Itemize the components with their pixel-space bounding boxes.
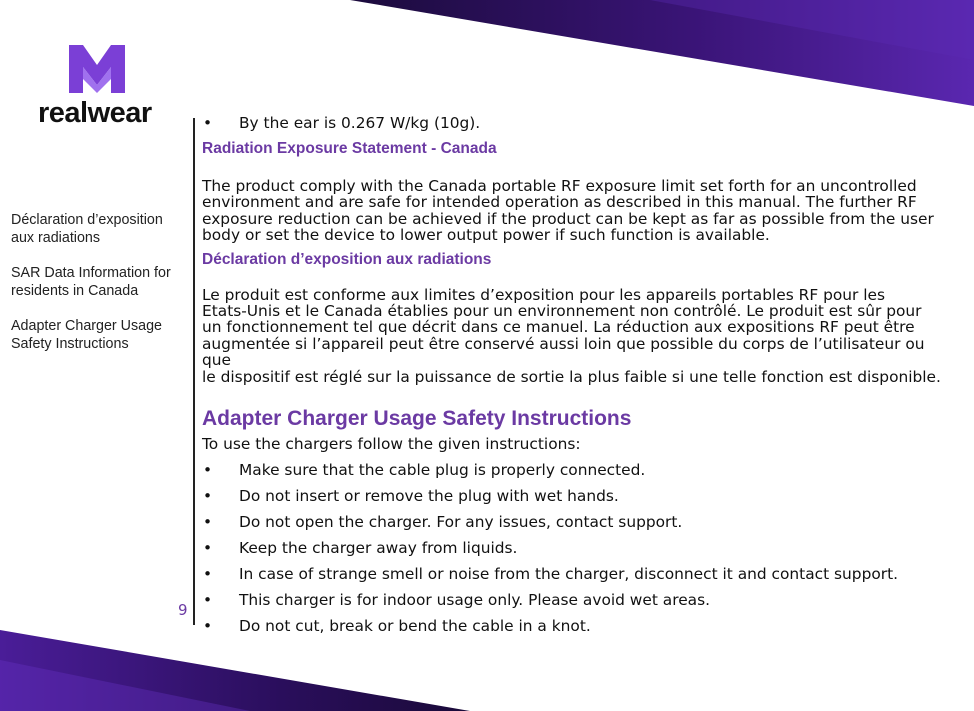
section-heading-french: Déclaration d’exposition aux radiations xyxy=(202,250,492,268)
divider-line xyxy=(193,118,195,625)
sidebar-nav xyxy=(11,211,186,370)
bullet: • xyxy=(203,114,213,132)
text-line: Le produit est conforme aux limites d’exposition pour les appareils portables RF pour les xyxy=(202,285,886,304)
list-item xyxy=(202,486,942,512)
list-item xyxy=(202,512,942,538)
list-item-text: Do not cut, break or bend the cable in a knot. xyxy=(239,617,591,636)
main-content xyxy=(202,113,942,642)
charger-bullet-list xyxy=(202,460,942,642)
paragraph-canada xyxy=(202,178,942,244)
text-line: exposure reduction can be achieved if the product can be kept as far as possible from the user xyxy=(202,209,934,228)
list-item xyxy=(202,590,942,616)
list-item xyxy=(202,460,942,486)
text-line: un fonctionnement tel que décrit dans ce manuel. La réduction aux expositions RF peut être xyxy=(202,318,915,337)
bullet: • xyxy=(203,513,213,532)
text-line: Etats-Unis et le Canada établies pour un environnement non contrôlé. Le produit est sûr pour xyxy=(202,302,922,321)
list-item-text: Keep the charger away from liquids. xyxy=(239,539,518,558)
bullet: • xyxy=(203,461,213,480)
brand-logo xyxy=(38,45,163,128)
paragraph-french xyxy=(202,287,942,385)
bullet: • xyxy=(203,591,213,610)
text-line: body or set the device to lower output power if such function is available. xyxy=(202,226,770,245)
list-item-text: Make sure that the cable plug is properly connected. xyxy=(239,461,646,480)
realwear-logo-icon xyxy=(69,45,125,93)
bullet: • xyxy=(203,487,213,506)
bullet: • xyxy=(203,539,213,558)
list-item xyxy=(202,616,942,642)
page-number: 9 xyxy=(178,601,188,619)
bullet: • xyxy=(203,617,213,636)
list-item-text: In case of strange smell or noise from the charger, disconnect it and contact support. xyxy=(239,565,899,584)
list-item-text: Do not open the charger. For any issues, contact support. xyxy=(239,513,683,532)
section-heading-canada: Radiation Exposure Statement - Canada xyxy=(202,140,497,157)
text-line: augmentée si l’appareil peut être conservé aussi loin que possible du corps de l’utilisateur ou que xyxy=(202,334,925,370)
text-line: environment and are safe for intended operation as described in this manual. The further RF xyxy=(202,193,917,212)
bullet: • xyxy=(203,565,213,584)
section-heading-charger: Adapter Charger Usage Safety Instructions xyxy=(202,407,632,431)
list-item-text: By the ear is 0.267 W/kg (10g). xyxy=(239,114,481,132)
sidebar-item-charger-safety[interactable]: Adapter Charger Usage Safety Instructions xyxy=(11,318,162,352)
sidebar-item-sar-canada[interactable]: SAR Data Information for residents in Canada xyxy=(11,265,171,299)
text-line: le dispositif est réglé sur la puissance de sortie la plus faible si une telle fonction est disponible. xyxy=(202,367,941,386)
brand-name: realwear xyxy=(38,97,152,129)
sidebar-item-radiation-exposure[interactable]: Déclaration d’exposition aux radiations xyxy=(11,212,163,246)
list-item-text: Do not insert or remove the plug with wet hands. xyxy=(239,487,619,506)
charger-intro: To use the chargers follow the given instructions: xyxy=(202,435,581,454)
list-item-text: This charger is for indoor usage only. Please avoid wet areas. xyxy=(239,591,711,610)
text-line: The product comply with the Canada portable RF exposure limit set forth for an uncontrolled xyxy=(202,177,917,195)
list-item xyxy=(202,564,942,590)
list-item xyxy=(202,538,942,564)
list-item xyxy=(202,113,942,139)
